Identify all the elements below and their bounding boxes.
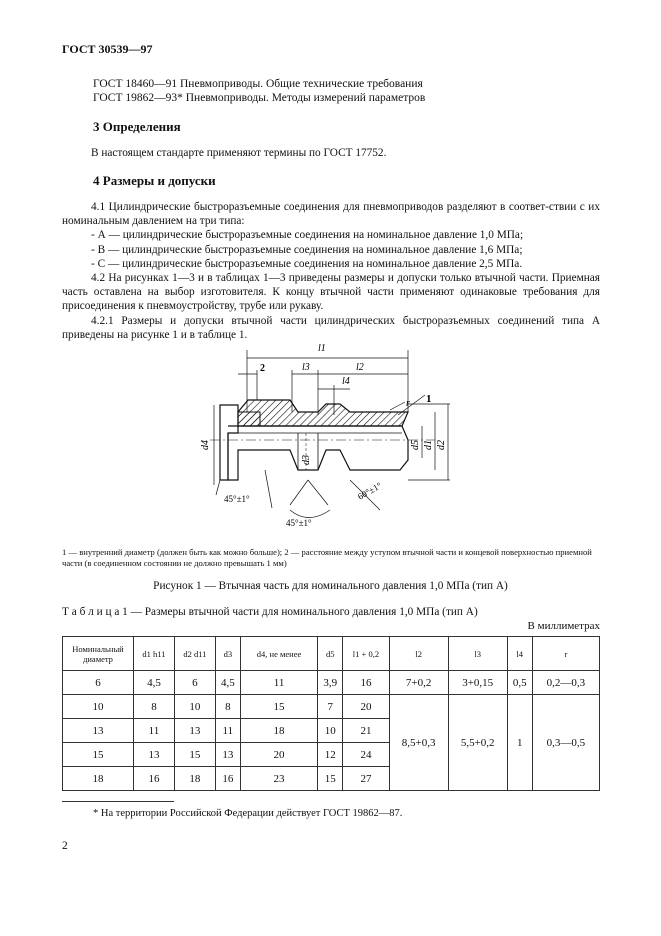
table-cell: 3+0,15: [448, 671, 507, 695]
table-1-title: Т а б л и ц а 1 — Размеры втычной части для номинального давления 1,0 МПа (тип А): [62, 606, 478, 618]
figure-1-drawing: [190, 330, 450, 530]
table-cell: 11: [215, 719, 240, 743]
table-cell: 10: [174, 695, 215, 719]
table-cell: 0,2—0,3: [532, 671, 599, 695]
table-cell: 4,5: [215, 671, 240, 695]
label-d4: d4: [200, 440, 211, 450]
table-cell: 20: [343, 695, 389, 719]
label-l1: l1: [318, 343, 326, 354]
label-l2: l2: [356, 362, 364, 373]
table-cell-merged: 1: [507, 695, 532, 791]
table-cell: 13: [215, 743, 240, 767]
reference-gost-19862: ГОСТ 19862—93* Пневмоприводы. Методы измерений параметров: [93, 92, 426, 104]
table-header-row: [63, 637, 600, 671]
label-d5: d5: [410, 440, 421, 450]
header-d2: d2 d11: [174, 637, 215, 671]
table-cell: 10: [318, 719, 343, 743]
figure-caption-notes: 1 — внутренний диаметр (должен быть как можно больше); 2 — расстояние между уступом втычной части и концевой поверхностью приемной части (в соединенном состоянии не должно превышать 1 мм): [62, 547, 592, 568]
table-cell: 12: [318, 743, 343, 767]
page-number: 2: [62, 840, 68, 852]
header-l3: l3: [448, 637, 507, 671]
label-l4: l4: [342, 376, 350, 387]
label-d3: d3: [301, 455, 312, 465]
table-cell: 15: [174, 743, 215, 767]
table-cell: 20: [240, 743, 317, 767]
header-d3: d3: [215, 637, 240, 671]
header-d4: d4, не менее: [240, 637, 317, 671]
header-l1: l1 + 0,2: [343, 637, 389, 671]
header-d5: d5: [318, 637, 343, 671]
paragraph-4-2-1: 4.2.1 Размеры и допуски втычной части цилиндрических быстроразъемных соединений типа А приведены на рисунке 1 и в таблице 1.: [62, 314, 600, 341]
table-cell: 15: [318, 767, 343, 791]
type-b-item: - В — цилиндрические быстроразъемные соединения на номинальное давление 1,6 МПа;: [91, 243, 523, 256]
section-3-text: [62, 146, 600, 160]
table-cell: 21: [343, 719, 389, 743]
table-cell: 16: [215, 767, 240, 791]
label-l3: l3: [302, 362, 310, 373]
table-cell: 8: [215, 695, 240, 719]
table-cell: 3,9: [318, 671, 343, 695]
table-cell: 4,5: [134, 671, 175, 695]
definitions-paragraph: В настоящем стандарте применяют термины по ГОСТ 17752.: [91, 147, 387, 159]
table-1: [62, 636, 600, 791]
table-row: [63, 671, 600, 695]
table-cell: 10: [63, 695, 134, 719]
reference-gost-18460: ГОСТ 18460—91 Пневмоприводы. Общие технические требования: [93, 78, 423, 90]
table-cell: 11: [240, 671, 317, 695]
table-cell: 7: [318, 695, 343, 719]
table-cell: 23: [240, 767, 317, 791]
table-cell-merged: 8,5+0,3: [389, 695, 448, 791]
section-4-body: [62, 200, 600, 342]
table-cell: 0,5: [507, 671, 532, 695]
table-cell: 13: [134, 743, 175, 767]
section-3-heading: 3 Определения: [93, 119, 181, 134]
paragraph-4-2: 4.2 На рисунках 1—3 и в таблицах 1—3 приведены размеры и допуски только втычной части. Приемная часть оставлена на выбор изготовителя. К концу втычной части применяют одинаковые требования для присоединения к пневмоустройству, трубе или рукаву.: [62, 272, 600, 313]
footnote: * На территории Российской Федерации действует ГОСТ 19862—87.: [93, 808, 403, 819]
table-cell: 13: [174, 719, 215, 743]
table-cell-merged: 5,5+0,2: [448, 695, 507, 791]
label-angle-bottom: 45°±1°: [286, 518, 312, 528]
table-cell-merged: 0,3—0,5: [532, 695, 599, 791]
table-cell: 27: [343, 767, 389, 791]
label-1: 1: [426, 393, 432, 405]
table-cell: 7+0,2: [389, 671, 448, 695]
header-d1: d1 h11: [134, 637, 175, 671]
label-d2: d2: [436, 440, 447, 450]
table-cell: 16: [343, 671, 389, 695]
document-header: ГОСТ 30539—97: [62, 42, 153, 56]
figure-1-title: Рисунок 1 — Втычная часть для номинального давления 1,0 МПа (тип А): [153, 580, 508, 592]
section-4-heading: 4 Размеры и допуски: [93, 173, 216, 188]
table-cell: 16: [134, 767, 175, 791]
table-cell: 8: [134, 695, 175, 719]
label-2: 2: [260, 363, 265, 374]
table-cell: 18: [63, 767, 134, 791]
footnote-divider: [62, 801, 174, 802]
type-a-item: - А — цилиндрические быстроразъемные соединения на номинальное давление 1,0 МПа;: [91, 229, 524, 242]
label-d1: d1: [423, 440, 434, 450]
table-cell: 6: [174, 671, 215, 695]
table-cell: 15: [63, 743, 134, 767]
header-l4: l4: [507, 637, 532, 671]
type-c-item: - С — цилиндрические быстроразъемные соединения на номинальное давление 2,5 МПа.: [91, 257, 523, 270]
table-cell: 15: [240, 695, 317, 719]
table-row: [63, 695, 600, 719]
table-cell: 11: [134, 719, 175, 743]
table-cell: 24: [343, 743, 389, 767]
header-l2: l2: [389, 637, 448, 671]
table-cell: 18: [240, 719, 317, 743]
paragraph-4-1: 4.1 Цилиндрические быстроразъемные соединения для пневмоприводов разделяют в соответ-ствии с их номинальным давлением на три типа:: [62, 201, 600, 228]
table-cell: 18: [174, 767, 215, 791]
label-angle-right: 60°±1°: [356, 480, 384, 502]
label-angle-left: 45°±1°: [224, 494, 250, 504]
table-cell: 13: [63, 719, 134, 743]
header-r: r: [532, 637, 599, 671]
header-nominal-diameter: Номинальный диаметр: [63, 637, 134, 671]
table-units: В миллиметрах: [527, 620, 600, 632]
table-cell: 6: [63, 671, 134, 695]
label-r: r: [406, 398, 410, 409]
